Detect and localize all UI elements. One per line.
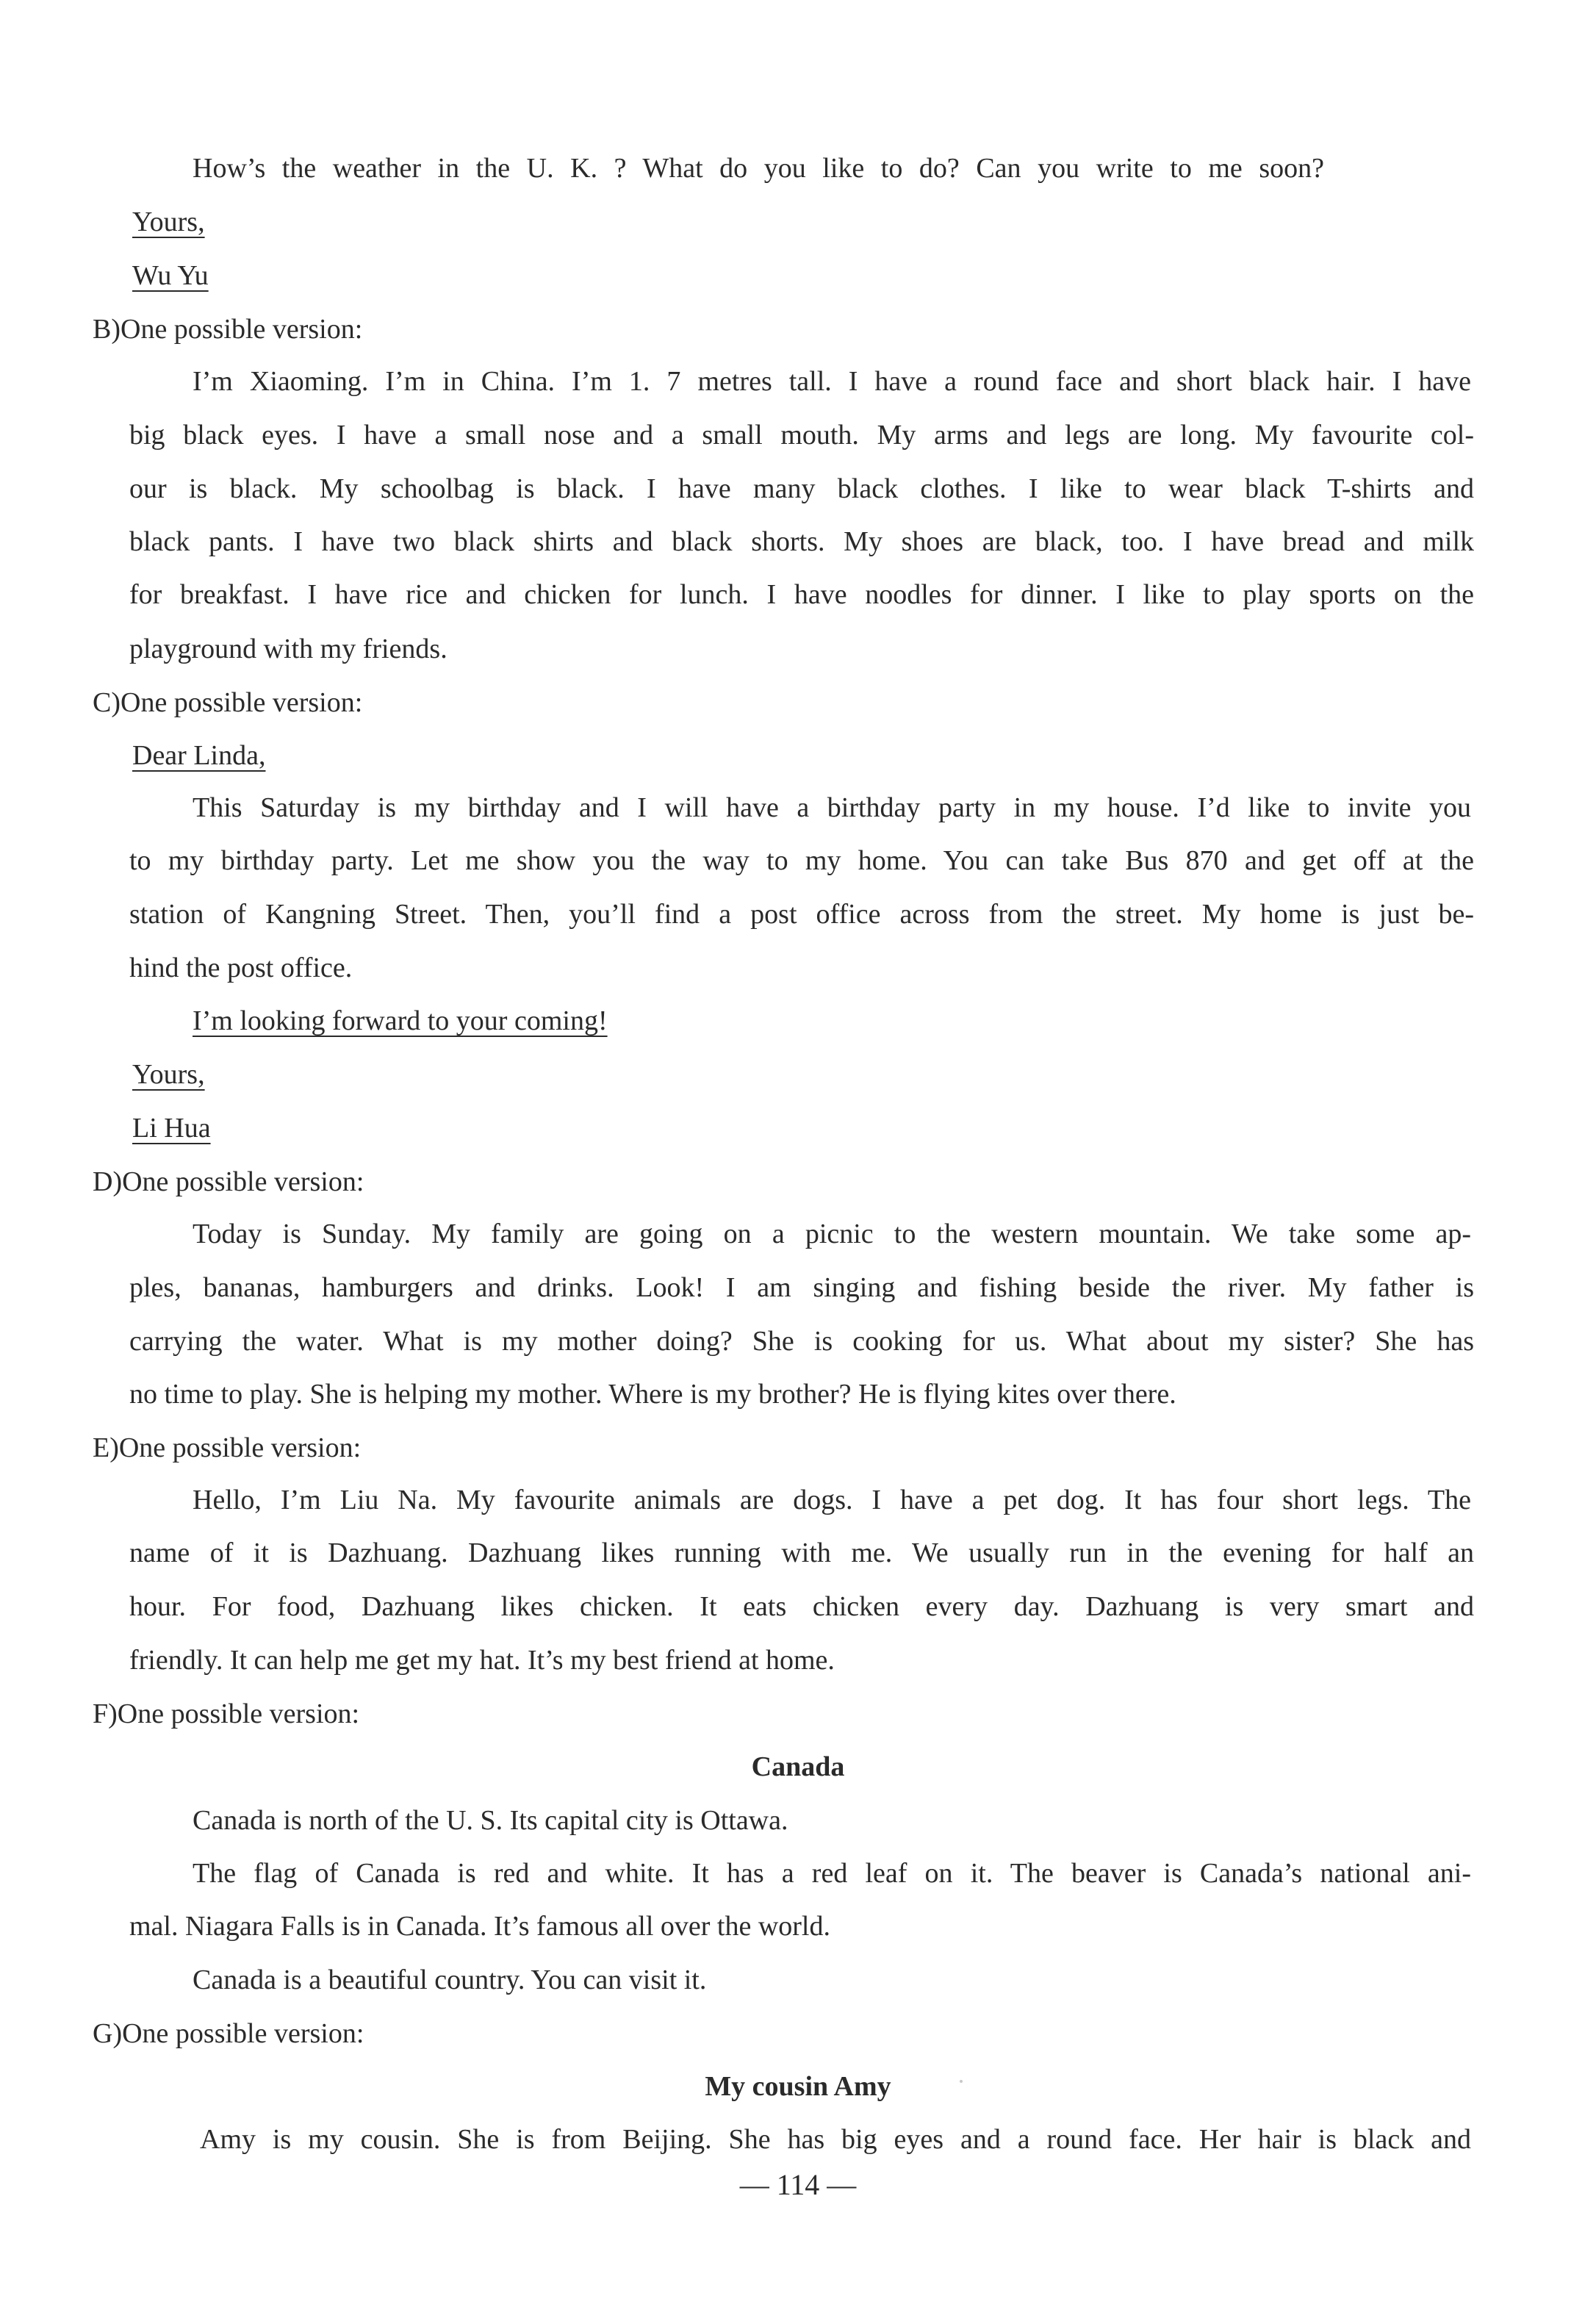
section-e-line-4: friendly. It can help me get my hat. It’s my best friend at home.: [129, 1645, 835, 1676]
section-c-line-2: to my birthday party. Let me show you the way to my home. You can take Bus 870 and get off at the: [129, 845, 1474, 876]
section-c-label: C)One possible version:: [93, 687, 363, 718]
section-b-line-1: I’m Xiaoming. I’m in China. I’m 1. 7 metres tall. I have a round face and short black hair. I have: [193, 366, 1471, 397]
section-d-line-2: ples, bananas, hamburgers and drinks. Look! I am singing and fishing beside the river. My father is: [129, 1272, 1474, 1303]
section-g-label: G)One possible version:: [93, 2018, 364, 2049]
section-b-line-6: playground with my friends.: [129, 634, 447, 664]
section-g-title: My cousin Amy: [705, 2071, 891, 2102]
section-b-label: B)One possible version:: [93, 314, 363, 345]
section-a-closing: Yours,: [132, 207, 205, 237]
section-e-line-2: name of it is Dazhuang. Dazhuang likes running with me. We usually run in the evening for half an: [129, 1537, 1474, 1568]
section-d-label: D)One possible version:: [93, 1166, 364, 1197]
page-number: — 114 —: [739, 2168, 857, 2201]
section-c-greeting: Dear Linda,: [132, 740, 266, 771]
section-g-line-1: Amy is my cousin. She is from Beijing. She has big eyes and a round face. Her hair is black and: [200, 2124, 1471, 2155]
section-c-line-3: station of Kangning Street. Then, you’ll find a post office across from the street. My home is just be-: [129, 899, 1474, 930]
section-f-label: F)One possible version:: [93, 1698, 360, 1729]
section-c-line-1: This Saturday is my birthday and I will have a birthday party in my house. I’d like to invite you: [193, 792, 1471, 823]
section-c-closing: Yours,: [132, 1059, 205, 1090]
scan-speck: [960, 2080, 963, 2083]
section-f-line-3: mal. Niagara Falls is in Canada. It’s famous all over the world.: [129, 1911, 830, 1942]
section-b-line-2: big black eyes. I have a small nose and a small mouth. My arms and legs are long. My favourite col-: [129, 420, 1474, 451]
section-b-line-4: black pants. I have two black shirts and black shorts. My shoes are black, too. I have bread and milk: [129, 526, 1474, 557]
section-d-line-4: no time to play. She is helping my mother. Where is my brother? He is flying kites over there.: [129, 1379, 1176, 1410]
section-e-line-3: hour. For food, Dazhuang likes chicken. It eats chicken every day. Dazhuang is very smart and: [129, 1591, 1474, 1622]
section-f-line-1: Canada is north of the U. S. Its capital city is Ottawa.: [193, 1805, 788, 1836]
section-c-signature: Li Hua: [132, 1113, 211, 1144]
section-f-title: Canada: [751, 1751, 845, 1782]
section-b-line-5: for breakfast. I have rice and chicken for lunch. I have noodles for dinner. I like to play sports on the: [129, 579, 1474, 610]
section-c-line-4: hind the post office.: [129, 952, 353, 983]
section-d-line-1: Today is Sunday. My family are going on a picnic to the western mountain. We take some ap-: [193, 1219, 1471, 1249]
section-e-label: E)One possible version:: [93, 1432, 362, 1463]
section-c-closing-line: I’m looking forward to your coming!: [193, 1005, 608, 1036]
section-f-line-2: The flag of Canada is red and white. It has a red leaf on it. The beaver is Canada’s national ani-: [193, 1858, 1471, 1889]
section-b-line-3: our is black. My schoolbag is black. I have many black clothes. I like to wear black T-shirts and: [129, 473, 1474, 504]
section-a-signature: Wu Yu: [132, 260, 209, 291]
section-e-line-1: Hello, I’m Liu Na. My favourite animals are dogs. I have a pet dog. It has four short legs. The: [193, 1485, 1471, 1515]
section-f-line-4: Canada is a beautiful country. You can visit it.: [193, 1964, 707, 1995]
section-a-line-1: How’s the weather in the U. K. ? What do you like to do? Can you write to me soon?: [193, 153, 1324, 184]
section-d-line-3: carrying the water. What is my mother doing? She is cooking for us. What about my sister? She has: [129, 1326, 1474, 1357]
